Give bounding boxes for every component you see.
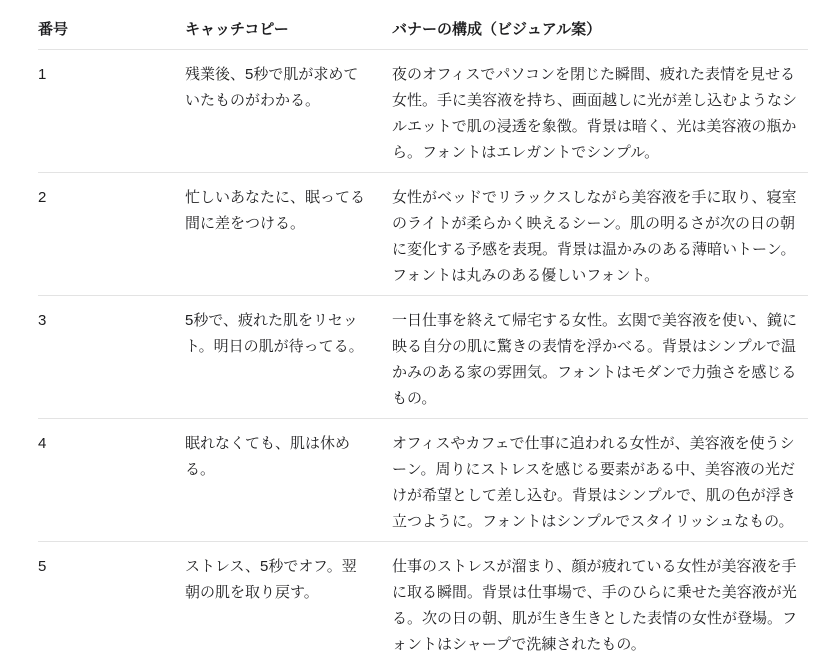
catch-copy-text: 5秒で、疲れた肌をリセット。明日の肌が待ってる。 [185, 296, 392, 419]
visual-plan-text: 夜のオフィスでパソコンを閉じた瞬間、疲れた表情を見せる女性。手に美容液を持ち、画面越しに光が差し込むようなシルエットで肌の浸透を象徴。背景は暗く、光は美容液の瓶から。フォントはエレガントでシンプル。 [392, 50, 808, 173]
table-header-row [38, 0, 808, 50]
column-header-visual-plan: バナーの構成（ビジュアル案） [392, 0, 808, 50]
column-header-catch-copy: キャッチコピー [185, 0, 392, 50]
visual-plan-text: オフィスやカフェで仕事に追われる女性が、美容液を使うシーン。周りにストレスを感じる要素がある中、美容液の光だけが希望として差し込む。背景はシンプルで、肌の色が浮き立つように。フォントはシンプルでスタイリッシュなもの。 [392, 419, 808, 542]
visual-plan-text: 女性がベッドでリラックスしながら美容液を手に取り、寝室のライトが柔らかく映えるシーン。肌の明るさが次の日の朝に変化する予感を表現。背景は温かみのある薄暗いトーン。フォントは丸みのある優しいフォント。 [392, 173, 808, 296]
column-header-number: 番号 [38, 0, 185, 50]
banner-plan-table-container [38, 0, 808, 664]
catch-copy-text: 眠れなくても、肌は休める。 [185, 419, 392, 542]
table-row [38, 542, 808, 664]
row-number: 4 [38, 419, 185, 542]
catch-copy-text: 残業後、5秒で肌が求めていたものがわかる。 [185, 50, 392, 173]
row-number: 3 [38, 296, 185, 419]
visual-plan-text: 一日仕事を終えて帰宅する女性。玄関で美容液を使い、鏡に映る自分の肌に驚きの表情を浮かべる。背景はシンプルで温かみのある家の雰囲気。フォントはモダンで力強さを感じるもの。 [392, 296, 808, 419]
banner-plan-table [38, 0, 808, 664]
catch-copy-text: 忙しいあなたに、眠ってる間に差をつける。 [185, 173, 392, 296]
visual-plan-text: 仕事のストレスが溜まり、顔が疲れている女性が美容液を手に取る瞬間。背景は仕事場で、手のひらに乗せた美容液が光る。次の日の朝、肌が生き生きとした表情の女性が登場。フォントはシャープで洗練されたもの。 [392, 542, 808, 664]
table-row [38, 50, 808, 173]
table-row [38, 296, 808, 419]
table-row [38, 419, 808, 542]
catch-copy-text: ストレス、5秒でオフ。翌朝の肌を取り戻す。 [185, 542, 392, 664]
row-number: 1 [38, 50, 185, 173]
row-number: 2 [38, 173, 185, 296]
table-row [38, 173, 808, 296]
row-number: 5 [38, 542, 185, 664]
